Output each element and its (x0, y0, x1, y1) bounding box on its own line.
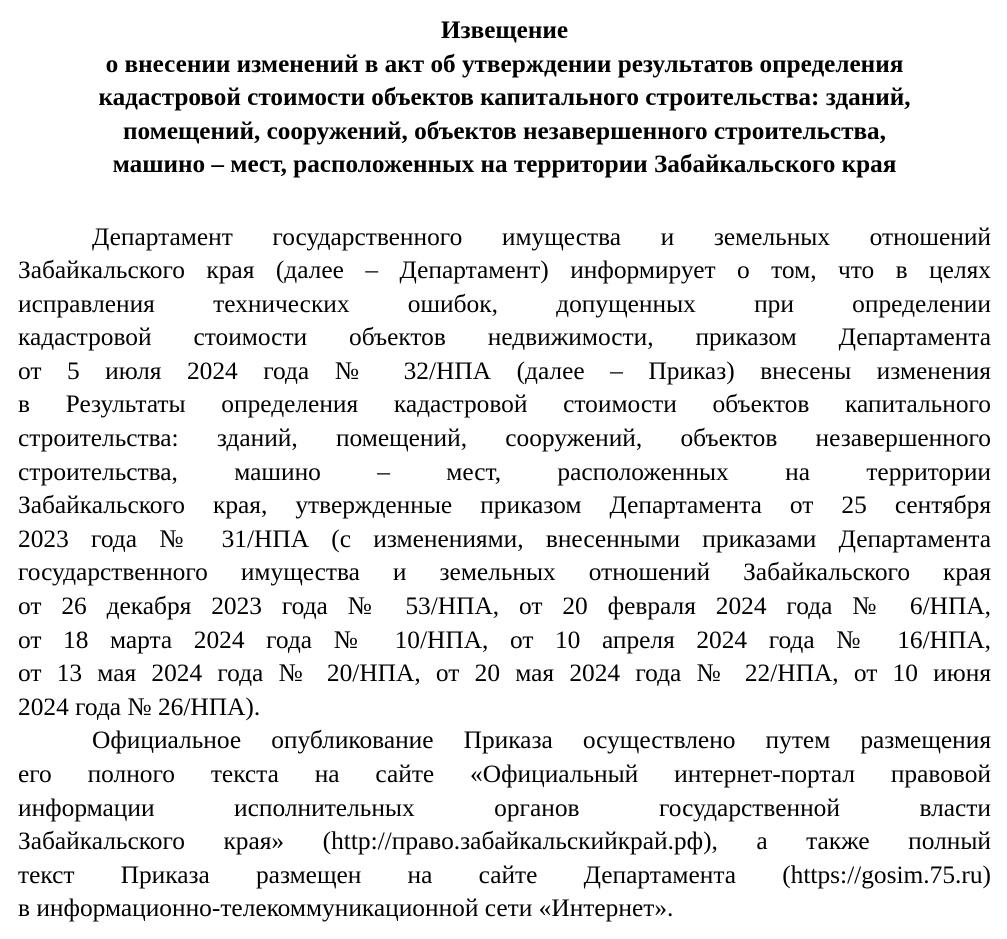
paragraph-line: от 26 декабря 2023 года № 53/НПА, от 20 февраля 2024 года № 6/НПА, (18, 592, 991, 621)
paragraph-line: Забайкальского края» (http://право.забайкальскийкрай.рф), а также полный (18, 827, 991, 856)
title-line: помещений, сооружений, объектов незавершенного строительства, (123, 117, 886, 145)
spacer (18, 182, 991, 221)
title-line: кадастровой стоимости объектов капитального строительства: зданий, (98, 84, 911, 111)
paragraph-line: кадастровой стоимости объектов недвижимости, приказом Департамента (18, 323, 991, 352)
paragraph-line: его полного текста на сайте «Официальный интернет-портал правовой (18, 760, 991, 788)
paragraph-line: информации исполнительных органов государственной власти (18, 793, 991, 822)
paragraph-line: от 13 мая 2024 года № 20/НПА, от 20 мая 2024 года № 22/НПА, от 10 июня (18, 659, 991, 688)
paragraph-line: в информационно-телекоммуникационной сети «Интернет». (18, 894, 674, 923)
paragraph-line: Забайкальского края, утвержденные приказом Департамента от 25 сентября (18, 491, 991, 520)
paragraph-line: Официальное опубликование Приказа осуществлено путем размещения (92, 726, 991, 755)
paragraph-1 (18, 221, 991, 725)
title-line: машино – мест, расположенных на территории Забайкальского края (112, 151, 897, 178)
paragraph-line: исправления технических ошибок, допущенных при определении (18, 289, 991, 318)
paragraph-line: текст Приказа размещен на сайте Департамента (https://gosim.75.ru) (18, 860, 991, 889)
paragraph-line: государственного имущества и земельных отношений Забайкальского края (18, 558, 991, 587)
paragraph-line: от 5 июля 2024 года № 32/НПА (далее – Приказ) внесены изменения (18, 356, 991, 385)
paragraph-line: Департамент государственного имущества и земельных отношений (92, 222, 991, 251)
paragraph-line: в Результаты определения кадастровой стоимости объектов капитального (18, 390, 991, 419)
paragraph-line: строительства, машино – мест, расположенных на территории (18, 457, 991, 486)
paragraph-2 (18, 724, 991, 926)
title-line: Извещение (440, 17, 569, 44)
paragraph-line: строительства: зданий, помещений, сооружений, объектов незавершенного (18, 424, 991, 453)
notice-title (18, 14, 991, 182)
paragraph-line: Забайкальского края (далее – Департамент) информирует о том, что в целях (18, 256, 991, 285)
paragraph-line: 2024 года № 26/НПА). (18, 692, 261, 721)
paragraph-line: 2023 года № 31/НПА (с изменениями, внесенными приказами Департамента (18, 524, 991, 553)
title-line: о внесении изменений в акт об утверждении результатов определения (105, 50, 904, 78)
notice-body (18, 221, 991, 926)
paragraph-line: от 18 марта 2024 года № 10/НПА, от 10 апреля 2024 года № 16/НПА, (18, 625, 991, 654)
